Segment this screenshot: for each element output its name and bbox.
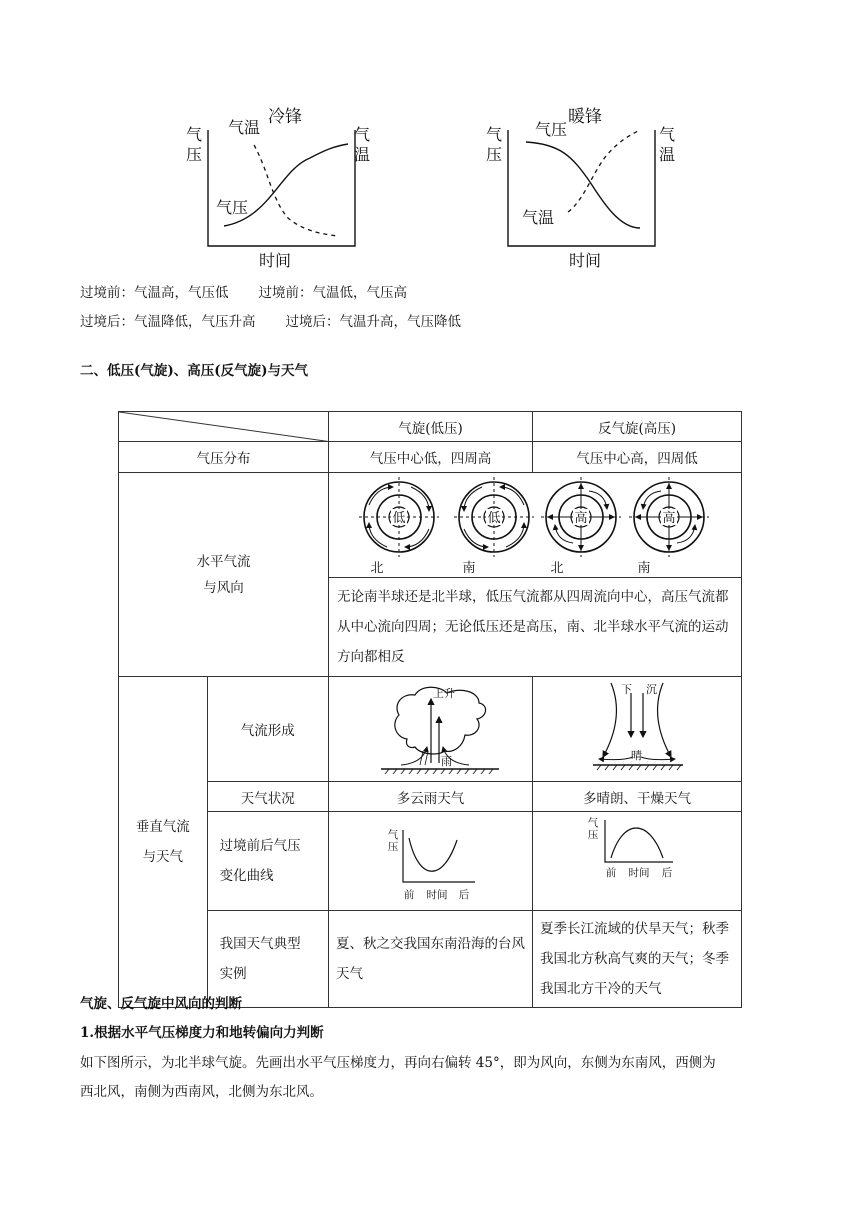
- curve-anticyclone-chart: [533, 812, 741, 910]
- row-example-label: [207, 911, 328, 1008]
- airflow-sunny-label: 晴: [630, 749, 642, 762]
- cold-axis-right-1: 气: [353, 125, 370, 144]
- cold-front-chart: [180, 100, 370, 272]
- row-horizontal-label-line2: 与风向: [203, 579, 244, 596]
- airflow-anticyclone-diagram: [533, 677, 741, 781]
- row-pressure-cyclone: 气压中心低，四周高: [328, 442, 532, 473]
- svg-text:气: 气: [587, 817, 599, 829]
- curve-anti-after: 后: [661, 867, 673, 879]
- diagonal-line: [119, 412, 332, 442]
- row-weather-label: 天气状况: [207, 782, 328, 812]
- row-airflow-label: 气流形成: [207, 677, 328, 782]
- row-curve-label-line1: 过境前后气压: [219, 838, 301, 854]
- curve-anticyclone-cell: [532, 812, 741, 911]
- wind-para-line1: 如下图所示，为北半球气旋。先画出水平气压梯度力，再向右偏转 45°，即为风向，东侧为东南风，西侧为: [80, 1055, 716, 1071]
- wind-para-line2: 西北风，南侧为西南风，北侧为东北风。: [80, 1084, 323, 1100]
- row-curve-label-line2: 变化曲线: [219, 868, 274, 884]
- row-curve-label: [207, 812, 328, 911]
- diagram-4-center: 高: [662, 511, 676, 526]
- warm-pressure-label: 气压: [535, 120, 568, 139]
- front-note-line1: [80, 283, 407, 303]
- warm-axis-left-2: 压: [485, 145, 503, 164]
- curve-cyclone-after: 后: [458, 889, 470, 901]
- horizontal-note: 无论南半球还是北半球，低压气流都从四周流向中心，高压气流都从中心流向四周；无论低压还是高压，南、北半球水平气流的运动方向都相反: [328, 578, 741, 677]
- airflow-rain-label: 雨: [440, 755, 452, 768]
- row-example-cyclone: 夏、秋之交我国东南沿海的台风天气: [328, 911, 532, 1008]
- diagram-high-north: [541, 477, 621, 557]
- row-weather-cyclone: 多云雨天气: [328, 782, 532, 812]
- wind-subtitle: 1.根据水平气压梯度力和地转偏向力判断: [80, 1025, 324, 1041]
- diagram-3-caption: 北: [550, 561, 564, 576]
- row-example-anticyclone: 夏季长江流域的伏旱天气；秋季我国北方秋高气爽的天气；冬季我国北方干冷的天气: [532, 911, 741, 1008]
- diagram-2-caption: 南: [462, 561, 476, 576]
- diagram-high-south: [629, 477, 709, 557]
- wind-title: 气旋、反气旋中风向的判断: [80, 996, 242, 1012]
- svg-text:压: 压: [387, 841, 399, 853]
- cold-temp-label: 气温: [228, 118, 261, 137]
- section-title: 二、低压(气旋)、高压(反气旋)与天气: [80, 363, 309, 379]
- row-horizontal-label: [119, 473, 329, 677]
- cold-front-title: 冷锋: [268, 107, 302, 127]
- diagram-1-center: 低: [392, 511, 406, 526]
- row-weather-anticyclone: 多晴朗、干燥天气: [532, 782, 741, 812]
- curve-cyclone-before: 前: [403, 889, 415, 901]
- curve-cyclone-chart: [329, 812, 532, 910]
- diagram-low-south: [454, 477, 534, 557]
- front-note-line1-right: 过境前：气温低，气压高: [258, 285, 407, 301]
- airflow-up-label: 上升: [432, 687, 455, 700]
- airflow-anticyclone-cell: [532, 677, 741, 782]
- diagram-low-north: [359, 477, 439, 557]
- row-pressure-label: 气压分布: [119, 442, 329, 473]
- front-note-line2: [80, 312, 461, 332]
- row-example-label-line1: 我国天气典型: [219, 936, 301, 952]
- curve-anti-before: 前: [605, 867, 617, 879]
- horizontal-diagrams-cell: [328, 473, 741, 578]
- cold-axis-x: 时间: [258, 251, 292, 270]
- row-horizontal-label-line1: 水平气流: [196, 553, 251, 570]
- curve-anti-time: 时间: [628, 867, 650, 879]
- airflow-cyclone-cell: [328, 677, 532, 782]
- curve-cyclone-cell: [328, 812, 532, 911]
- svg-text:压: 压: [587, 829, 599, 841]
- warm-front-title: 暖锋: [568, 107, 602, 127]
- horizontal-diagrams: [329, 473, 739, 577]
- cold-axis-left-2: 压: [185, 145, 203, 164]
- vertical-group-line1: 垂直气流: [135, 819, 190, 835]
- warm-temp-curve: [568, 130, 640, 212]
- front-note-line2-left: 过境后：气温降低，气压升高: [80, 314, 256, 330]
- curve-cyclone-time: 时间: [426, 889, 448, 901]
- svg-text:气: 气: [387, 829, 399, 841]
- cyclone-table: [118, 411, 742, 1008]
- vertical-group-label: [119, 677, 208, 1008]
- diagram-3-center: 高: [574, 511, 588, 526]
- vertical-group-line2: 与天气: [142, 849, 184, 865]
- warm-frame: [508, 130, 655, 246]
- airflow-cyclone-diagram: [329, 677, 532, 781]
- diagram-4-caption: 南: [637, 561, 651, 576]
- warm-axis-left-1: 气: [485, 125, 503, 144]
- header-cyclone: 气旋(低压): [328, 412, 532, 442]
- front-note-line1-left: 过境前：气温高，气压低: [80, 285, 229, 301]
- cold-pressure-label: 气压: [216, 198, 249, 217]
- diagram-1-caption: 北: [370, 561, 384, 576]
- warm-front-chart: [480, 100, 680, 272]
- airflow-down1-label: 下: [620, 683, 632, 696]
- warm-temp-label: 气温: [522, 208, 555, 227]
- warm-axis-right-2: 温: [658, 145, 675, 164]
- header-anticyclone: 反气旋(高压): [532, 412, 741, 442]
- row-pressure-anticyclone: 气压中心高，四周低: [532, 442, 741, 473]
- row-example-label-line2: 实例: [219, 966, 247, 982]
- cold-axis-left-1: 气: [185, 125, 203, 144]
- warm-axis-x: 时间: [568, 251, 602, 270]
- airflow-down2-label: 沉: [645, 683, 657, 696]
- front-note-line2-right: 过境后：气温升高，气压降低: [285, 314, 461, 330]
- header-diagonal-cell: [119, 412, 329, 442]
- cold-axis-right-2: 温: [353, 145, 370, 164]
- diagram-2-center: 低: [487, 511, 501, 526]
- curve-cyclone-line: [409, 838, 457, 871]
- curve-anticyclone-line: [611, 828, 663, 858]
- warm-axis-right-1: 气: [658, 125, 675, 144]
- cold-temp-curve: [254, 145, 338, 236]
